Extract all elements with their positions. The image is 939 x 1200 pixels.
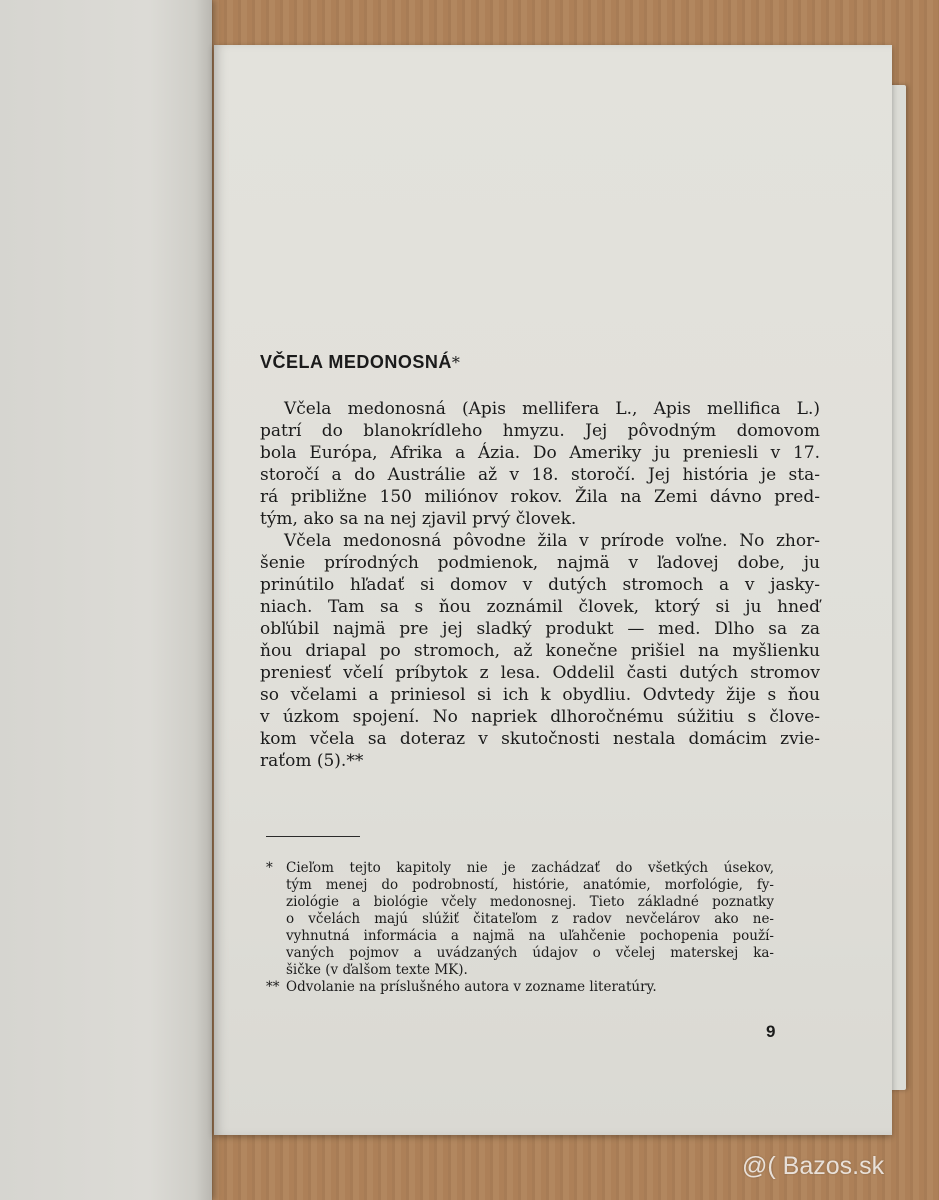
body-line: prinútilo hľadať si domov v dutých stromoch a v jasky-: [260, 575, 820, 595]
chapter-title: VČELA MEDONOSNÁ: [260, 352, 452, 372]
footnote-1-marker: *: [266, 860, 273, 876]
left-page: [0, 0, 212, 1200]
body-line: niach. Tam sa s ňou zoznámil človek, ktorý si ju hneď: [260, 597, 820, 617]
body-line: patrí do blanokrídleho hmyzu. Jej pôvodným domovom: [260, 421, 820, 441]
body-line: tým, ako sa na nej zjavil prvý človek.: [260, 509, 577, 529]
body-line: so včelami a priniesol si ich k obydliu. Odvtedy žije s ňou: [260, 685, 820, 705]
body-line: bola Európa, Afrika a Ázia. Do Ameriky ju preniesli v 17.: [260, 443, 820, 463]
body-text: [260, 398, 820, 772]
page-number: 9: [766, 1022, 776, 1041]
footnote-1-line: šičke (v ďalšom texte MK).: [286, 962, 468, 978]
chapter-heading: [260, 352, 460, 373]
chapter-title-footnote-marker: *: [451, 353, 461, 372]
body-line: šenie prírodných podmienok, najmä v ľadovej dobe, ju: [260, 553, 820, 573]
footnotes: [266, 860, 774, 996]
body-line: obľúbil najmä pre jej sladký produkt — med. Dlho sa za: [260, 619, 820, 639]
footnote-1-line: tým menej do podrobností, histórie, anatómie, morfológie, fy-: [286, 877, 774, 893]
footnote-2-line: [266, 979, 774, 996]
footnote-1-line: ziológie a biológie včely medonosnej. Tieto základné poznatky: [286, 894, 774, 910]
body-line: v úzkom spojení. No napriek dlhoročnému súžitiu s člove-: [260, 707, 820, 727]
footnote-1-line: [266, 860, 774, 877]
footnote-1-line: vaných pojmov a uvádzaných údajov o včelej materskej ka-: [286, 945, 774, 961]
footnote-1-text: Cieľom tejto kapitoly nie je zachádzať do všetkých úsekov,: [286, 860, 774, 876]
body-line: storočí a do Austrálie až v 18. storočí. Jej história je sta-: [260, 465, 820, 485]
site-watermark: @( Bazos.sk: [742, 1152, 885, 1180]
footnote-2-marker: **: [266, 979, 280, 995]
footnote-2-text: Odvolanie na príslušného autora v zozname literatúry.: [286, 979, 657, 995]
body-line: Včela medonosná (Apis mellifera L., Apis mellifica L.): [284, 399, 820, 419]
footnote-divider: [266, 836, 360, 837]
book-page: [214, 45, 892, 1135]
body-line: preniesť včelí príbytok z lesa. Oddelil časti dutých stromov: [260, 663, 820, 683]
body-line: kom včela sa doteraz v skutočnosti nestala domácim zvie-: [260, 729, 820, 749]
body-line: raťom (5).**: [260, 751, 364, 771]
body-line: rá približne 150 miliónov rokov. Žila na Zemi dávno pred-: [260, 487, 820, 507]
footnote-1-line: o včelách majú slúžiť čitateľom z radov nevčelárov ako ne-: [286, 911, 774, 927]
body-line: Včela medonosná pôvodne žila v prírode voľne. No zhor-: [284, 531, 820, 551]
footnote-1-line: vyhnutná informácia a najmä na uľahčenie pochopenia použí-: [286, 928, 774, 944]
body-line: ňou driapal po stromoch, až konečne prišiel na myšlienku: [260, 641, 820, 661]
